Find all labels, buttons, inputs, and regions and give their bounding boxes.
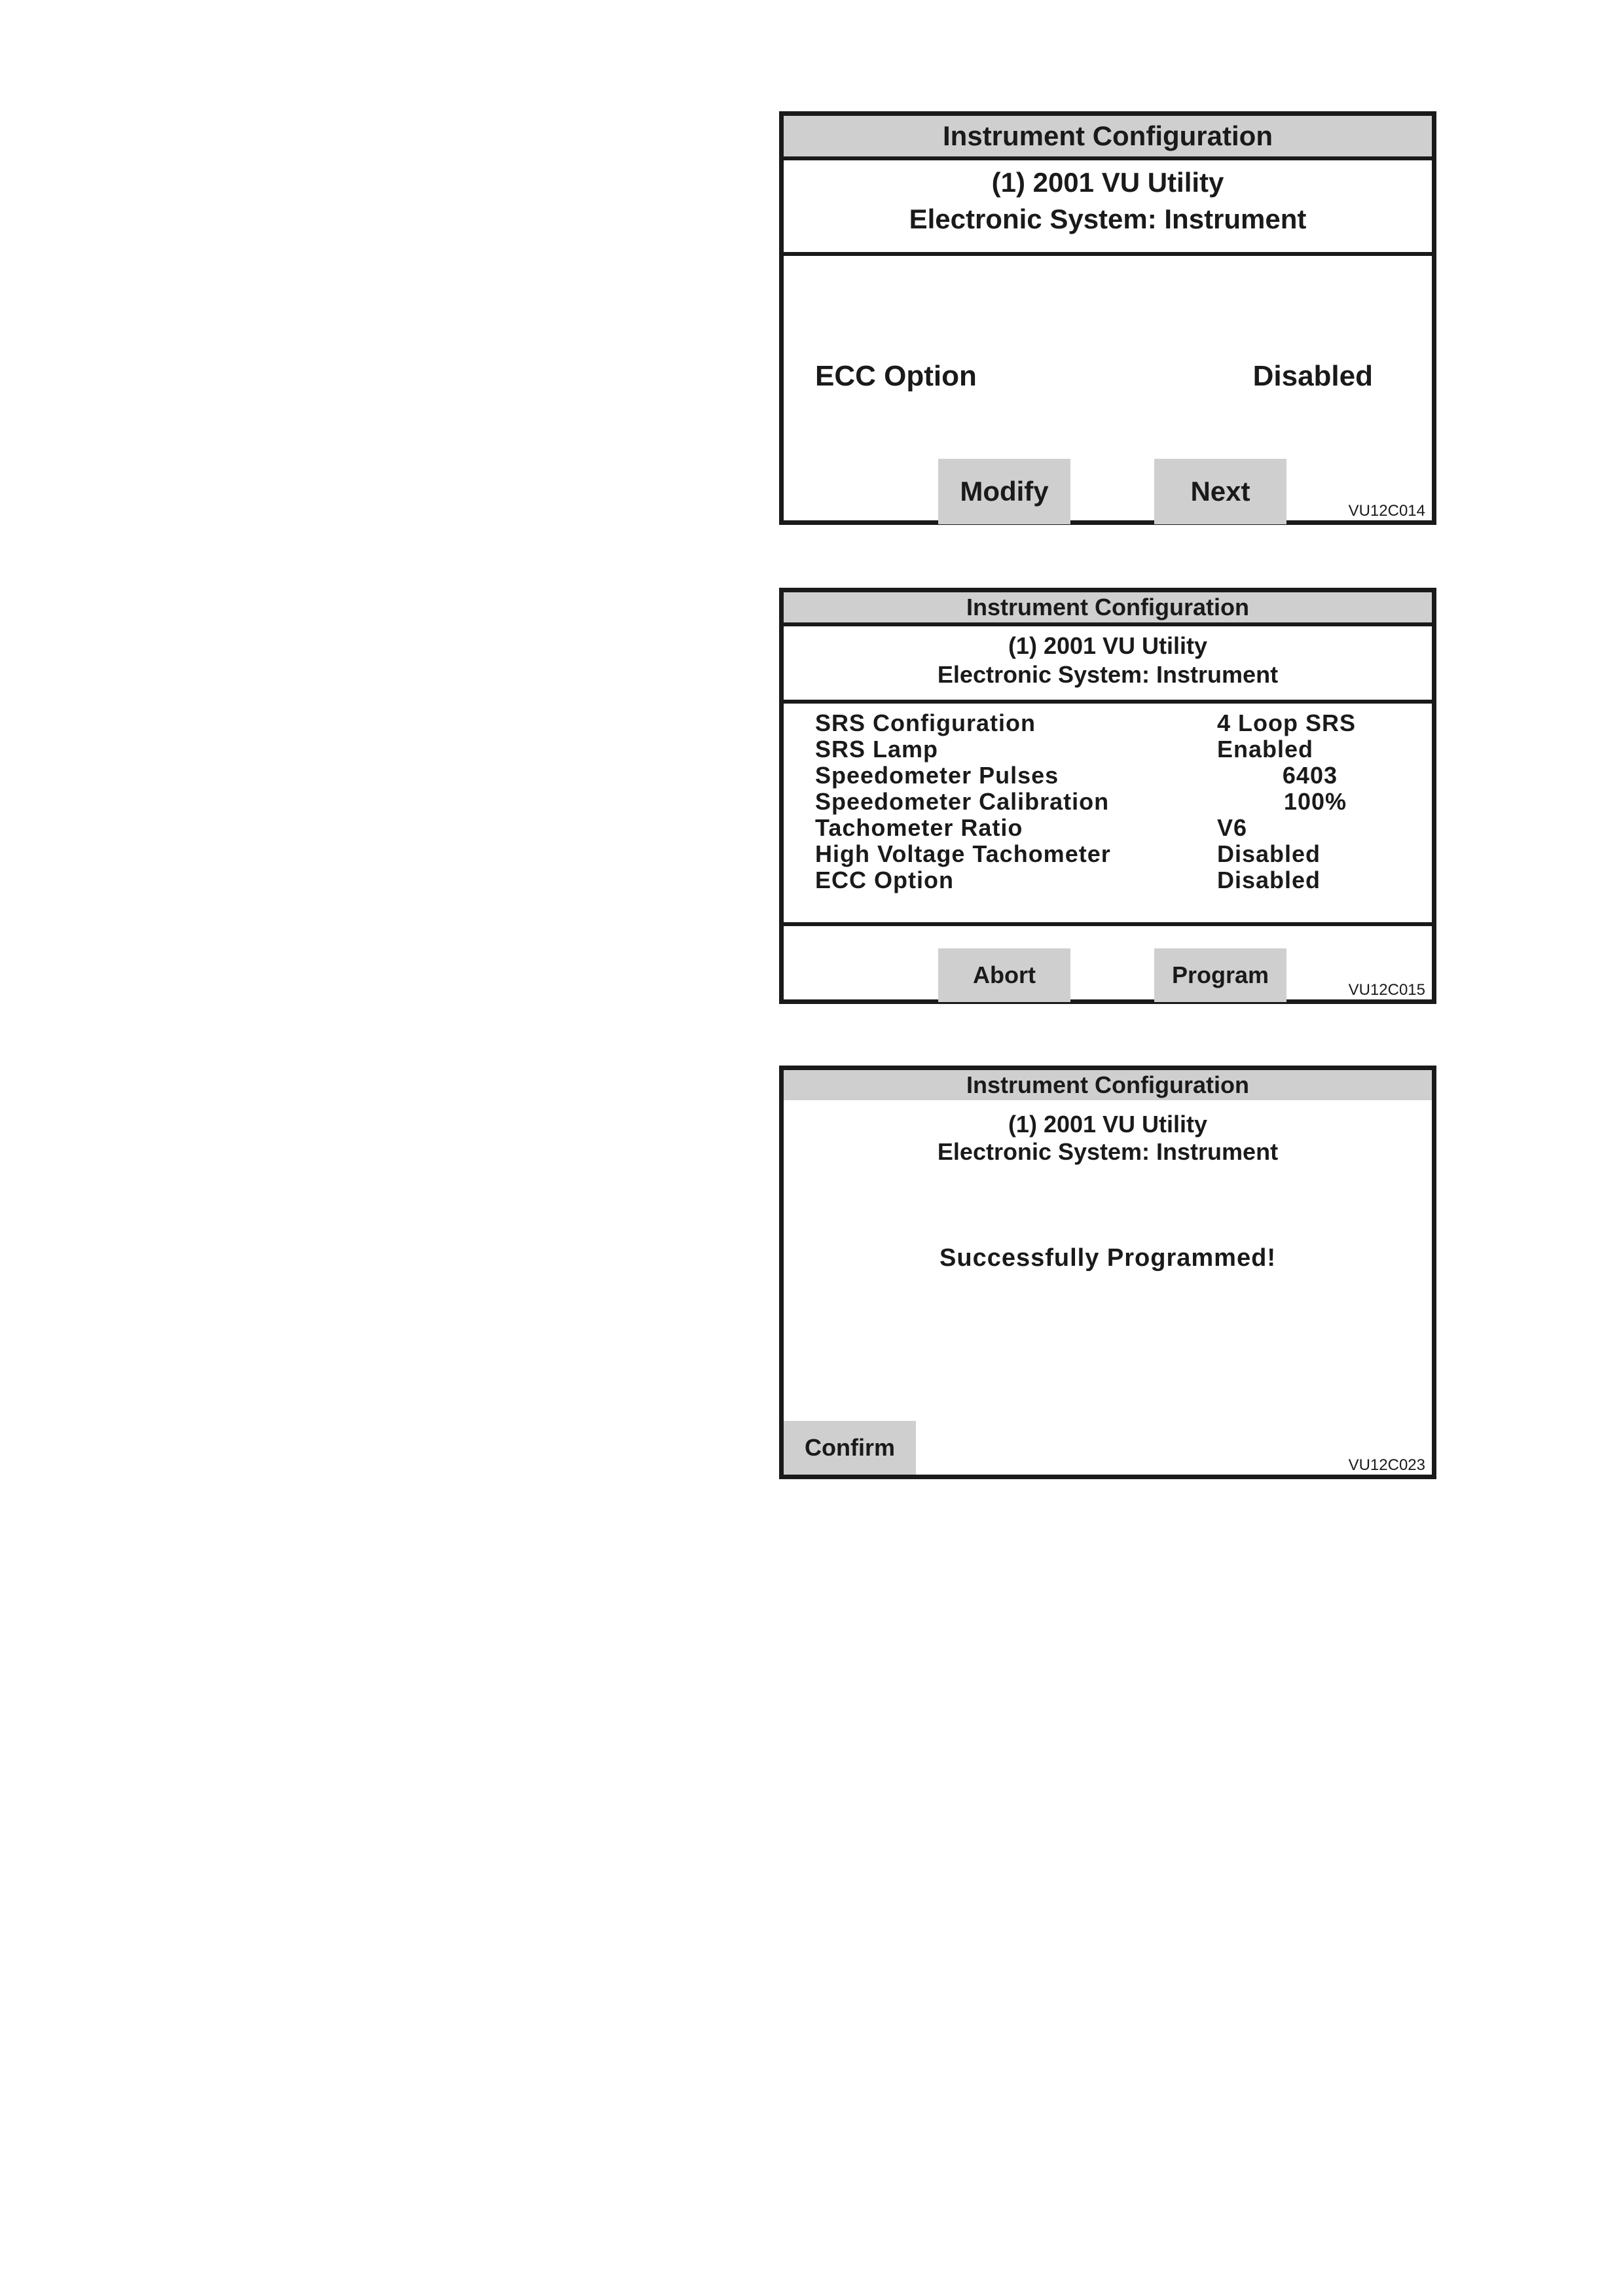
system-label: Electronic System: Instrument — [909, 204, 1307, 234]
setting-label: SRS Lamp — [815, 736, 939, 762]
confirm-button[interactable]: Confirm — [784, 1421, 916, 1475]
list-item — [815, 789, 1391, 815]
ecc-option-screen — [779, 111, 1436, 525]
list-item — [815, 815, 1391, 841]
setting-label: Tachometer Ratio — [815, 814, 1023, 841]
abort-button[interactable]: Abort — [938, 948, 1070, 1002]
program-button[interactable]: Program — [1154, 948, 1286, 1002]
list-item — [815, 710, 1391, 736]
setting-value: 6403 — [1282, 762, 1338, 789]
system-label: Electronic System: Instrument — [937, 661, 1279, 688]
setting-label: Speedometer Calibration — [815, 788, 1110, 815]
list-item — [815, 867, 1391, 893]
next-button[interactable]: Next — [1154, 459, 1286, 524]
screen-title: Instrument Configuration — [784, 1070, 1432, 1100]
vehicle-label: (1) 2001 VU Utility — [1008, 632, 1208, 659]
settings-list — [784, 704, 1432, 922]
programming-success-screen — [779, 1066, 1436, 1479]
screen-code: VU12C014 — [1348, 502, 1425, 520]
setting-value: Disabled — [1217, 840, 1321, 867]
divider — [784, 922, 1432, 926]
field-label: ECC Option — [815, 360, 977, 392]
screen-header — [784, 1100, 1432, 1166]
setting-value: Enabled — [1217, 736, 1314, 762]
setting-label: High Voltage Tachometer — [815, 840, 1111, 867]
screen-title: Instrument Configuration — [784, 116, 1432, 156]
divider — [784, 252, 1432, 256]
setting-value: Disabled — [1217, 867, 1321, 893]
screen-header — [784, 626, 1432, 700]
configuration-summary-screen — [779, 588, 1436, 1004]
vehicle-label: (1) 2001 VU Utility — [991, 167, 1224, 198]
list-item — [815, 762, 1391, 789]
list-item — [815, 841, 1391, 867]
screen-title: Instrument Configuration — [784, 592, 1432, 622]
field-value: Disabled — [1252, 360, 1373, 392]
system-label: Electronic System: Instrument — [937, 1138, 1279, 1165]
list-item — [815, 736, 1391, 762]
screen-code: VU12C015 — [1348, 981, 1425, 999]
setting-value: V6 — [1217, 814, 1248, 841]
setting-label: SRS Configuration — [815, 709, 1036, 736]
setting-value: 4 Loop SRS — [1217, 709, 1357, 736]
vehicle-label: (1) 2001 VU Utility — [1008, 1111, 1208, 1138]
setting-label: ECC Option — [815, 867, 954, 893]
screen-header — [784, 160, 1432, 252]
setting-value: 100% — [1283, 788, 1347, 815]
ecc-option-row — [815, 359, 1373, 393]
modify-button[interactable]: Modify — [938, 459, 1070, 524]
setting-label: Speedometer Pulses — [815, 762, 1059, 789]
success-message: Successfully Programmed! — [939, 1244, 1276, 1272]
screen-code: VU12C023 — [1348, 1456, 1425, 1474]
